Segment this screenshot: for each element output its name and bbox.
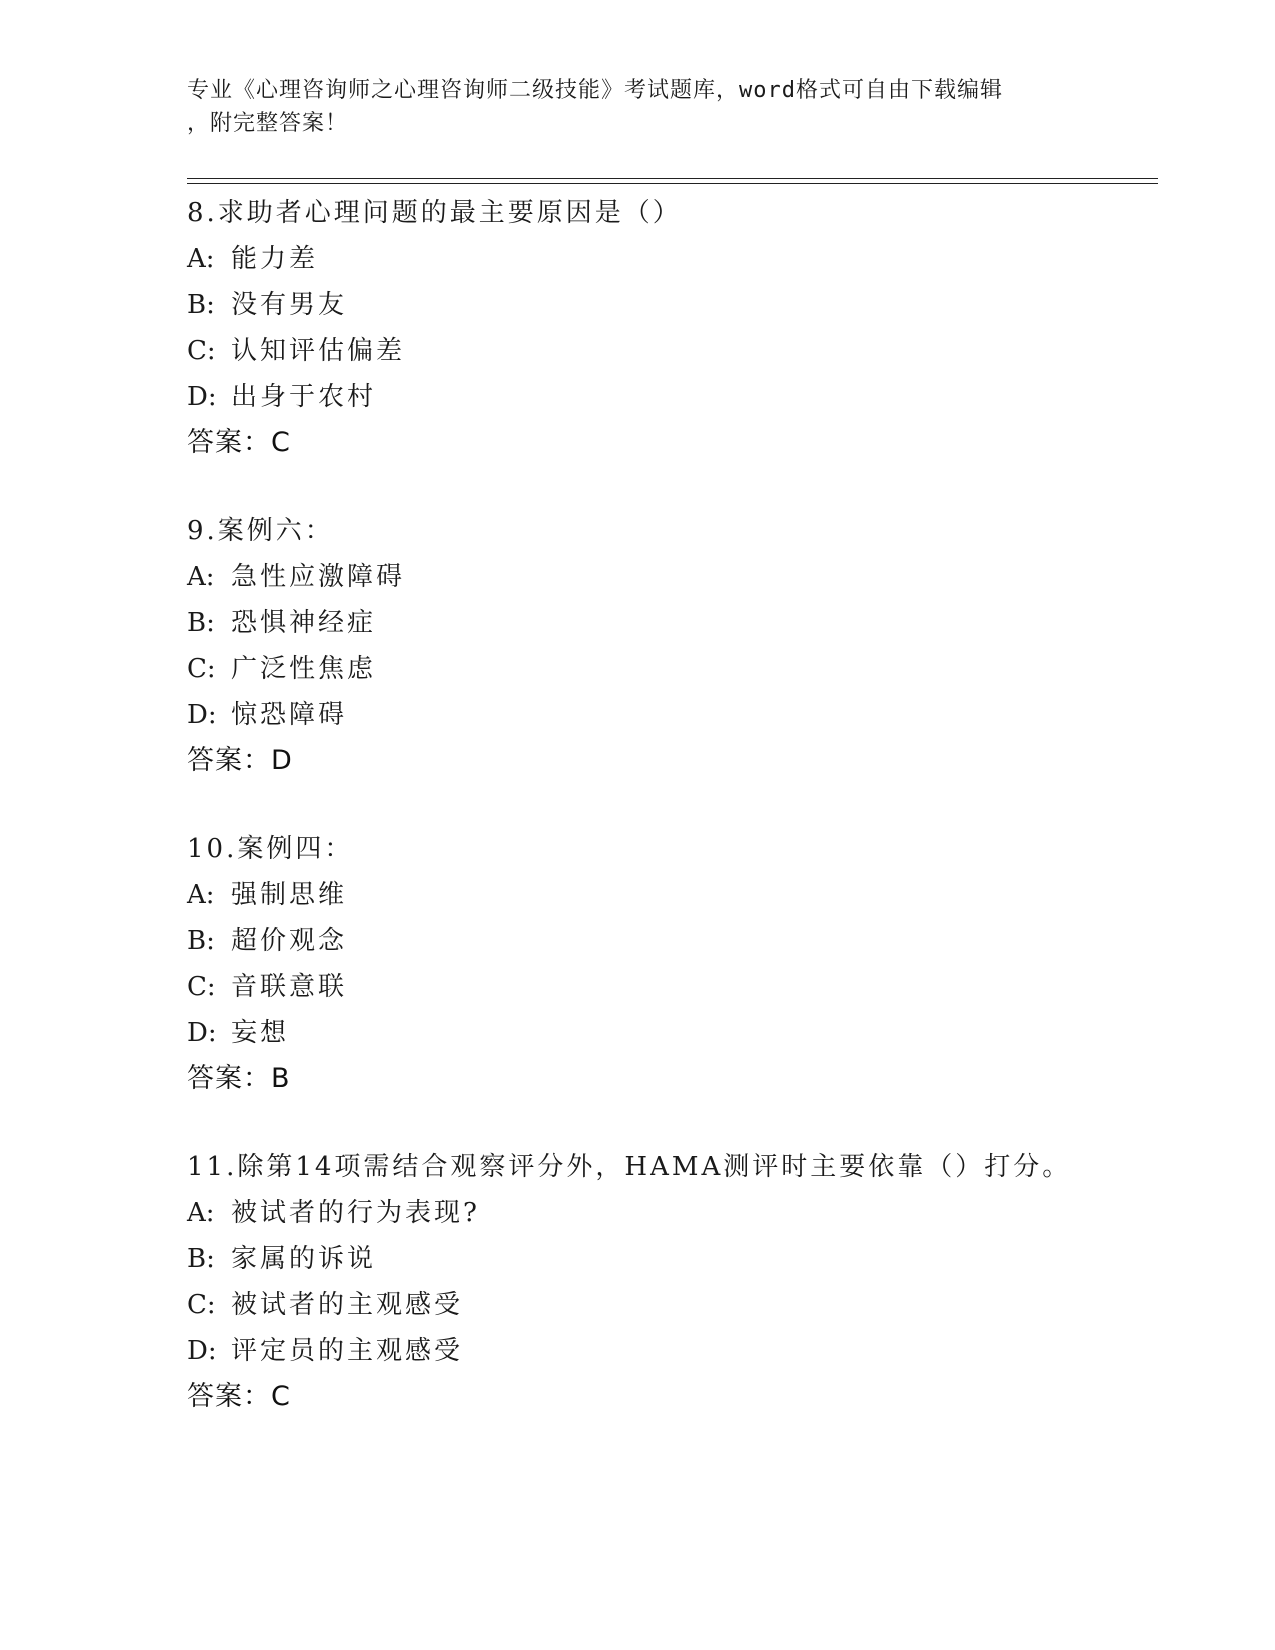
- option-a: [187, 1190, 1187, 1236]
- option-b: [187, 282, 1187, 328]
- document-header: [187, 74, 1087, 140]
- option-key: B:: [187, 608, 215, 638]
- option-key: B:: [187, 926, 215, 956]
- question-stem: 11.除第14项需结合观察评分外，HAMA测评时主要依靠（）打分。: [187, 1152, 1072, 1182]
- question-stem: 10.案例四：: [187, 834, 354, 864]
- option-key: C:: [187, 336, 216, 366]
- header-line-2: ，附完整答案！: [187, 111, 349, 136]
- option-text: 恐惧神经症: [231, 608, 377, 638]
- option-c: [187, 1282, 1187, 1328]
- option-b: [187, 1236, 1187, 1282]
- option-text: 出身于农村: [231, 382, 377, 412]
- option-text: 音联意联: [231, 972, 348, 1002]
- option-text: 强制思维: [231, 880, 348, 910]
- option-text: 惊恐障碍: [231, 700, 348, 730]
- option-key: A:: [187, 1198, 215, 1228]
- option-text: 广泛性焦虑: [231, 654, 377, 684]
- option-text: 评定员的主观感受: [231, 1336, 464, 1366]
- option-text: 家属的诉说: [231, 1244, 377, 1274]
- option-key: D:: [187, 1018, 217, 1048]
- question-9: [187, 508, 1187, 784]
- answer-line: 答案：C: [187, 1381, 291, 1412]
- option-a: [187, 554, 1187, 600]
- header-line-1: 专业《心理咨询师之心理咨询师二级技能》考试题库，word格式可自由下载编辑: [187, 78, 1003, 103]
- option-key: B:: [187, 1244, 215, 1274]
- option-text: 超价观念: [231, 926, 348, 956]
- question-10: [187, 826, 1187, 1102]
- option-b: [187, 600, 1187, 646]
- option-text: 认知评估偏差: [231, 336, 406, 366]
- option-key: D:: [187, 382, 217, 412]
- question-list: [187, 190, 1187, 1420]
- question-stem: 8.求助者心理问题的最主要原因是（）: [187, 198, 682, 228]
- answer-line: 答案：C: [187, 427, 291, 458]
- option-d: [187, 374, 1187, 420]
- option-text: 没有男友: [231, 290, 348, 320]
- option-d: [187, 1328, 1187, 1374]
- option-d: [187, 1010, 1187, 1056]
- answer-line: 答案：D: [187, 745, 293, 776]
- option-key: B:: [187, 290, 215, 320]
- option-text: 急性应激障碍: [231, 562, 406, 592]
- option-text: 被试者的行为表现?: [231, 1198, 480, 1228]
- option-a: [187, 236, 1187, 282]
- option-key: A:: [187, 880, 215, 910]
- option-key: A:: [187, 562, 215, 592]
- option-text: 能力差: [231, 244, 319, 274]
- option-key: D:: [187, 700, 217, 730]
- option-text: 妄想: [231, 1018, 290, 1048]
- option-key: D:: [187, 1336, 217, 1366]
- question-11: [187, 1144, 1187, 1420]
- answer-line: 答案：B: [187, 1063, 291, 1094]
- option-c: [187, 328, 1187, 374]
- option-c: [187, 646, 1187, 692]
- option-key: C:: [187, 1290, 216, 1320]
- header-divider-top: [187, 178, 1158, 179]
- header-divider-bottom: [187, 183, 1158, 184]
- option-b: [187, 918, 1187, 964]
- option-c: [187, 964, 1187, 1010]
- question-8: [187, 190, 1187, 466]
- option-key: A:: [187, 244, 215, 274]
- option-key: C:: [187, 654, 216, 684]
- option-d: [187, 692, 1187, 738]
- question-stem: 9.案例六：: [187, 516, 334, 546]
- option-a: [187, 872, 1187, 918]
- option-key: C:: [187, 972, 216, 1002]
- option-text: 被试者的主观感受: [231, 1290, 464, 1320]
